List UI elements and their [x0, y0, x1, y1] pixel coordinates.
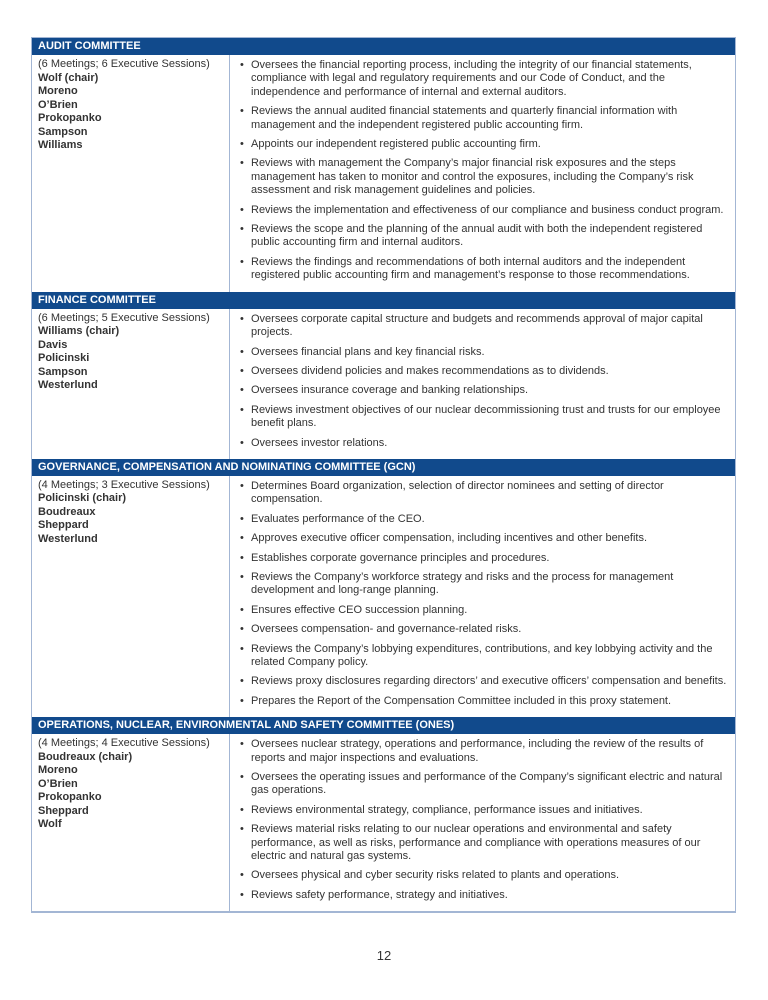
member-name: Sheppard [38, 804, 89, 817]
duty-item: • Oversees compensation- and governance-related risks. [238, 623, 729, 636]
duty-item: • Evaluates performance of the CEO. [238, 513, 729, 526]
duty-item: • Oversees the operating issues and performance of the Company’s significant electric and natural gas operations. [238, 771, 729, 798]
member-name: Wolf (chair) [38, 71, 99, 84]
section-gcn-committee [32, 459, 735, 717]
duty-item: • Oversees corporate capital structure and budgets and recommends approval of major capital projects. [238, 313, 729, 340]
member-name: Moreno [38, 764, 78, 777]
duty-item: • Oversees investor relations. [238, 437, 729, 450]
member-name: Williams (chair) [38, 325, 120, 338]
member-name: Prokopanko [38, 112, 102, 124]
duty-item: • Reviews the scope and the planning of the annual audit with both the independent registered public accounting firm and internal auditors. [238, 223, 729, 250]
audit-meetings-info: (6 Meetings; 6 Executive Sessions) [38, 58, 210, 70]
gcn-duty-list [238, 480, 729, 708]
gcn-committee-body [32, 476, 735, 717]
ones-duty-list [238, 738, 729, 902]
duty-item: • Reviews with management the Company’s major financial risk exposures and the steps management has taken to monitor and control the exposures, including the Company’s risk assessment and risk management guidelines and policies. [238, 157, 729, 197]
member-name: Westerlund [38, 532, 98, 545]
gcn-members-cell [32, 476, 230, 717]
ones-duties-cell [230, 734, 735, 911]
duty-item: • Reviews environmental strategy, compliance, performance issues and initiatives. [238, 804, 729, 817]
member-name: Prokopanko [38, 791, 102, 804]
finance-committee-header: FINANCE COMMITTEE [32, 292, 735, 309]
member-name: O’Brien [38, 98, 78, 111]
member-name: Sheppard [38, 519, 89, 532]
audit-members-cell [32, 55, 230, 292]
duty-item: • Ensures effective CEO succession planning. [238, 604, 729, 617]
duty-item: • Appoints our independent registered public accounting firm. [238, 138, 729, 151]
member-name: Boudreaux (chair) [38, 750, 133, 763]
duty-item: • Reviews investment objectives of our nuclear decommissioning trust and trusts for our employee benefit plans. [238, 404, 729, 431]
member-name: Moreno [38, 85, 78, 97]
duty-item: • Reviews material risks relating to our nuclear operations and environmental and safety performance, as well as risks, performance and compliance with operations measures of our electric and natural gas systems. [238, 823, 729, 863]
member-name: Policinski (chair) [38, 492, 127, 505]
ones-committee-body [32, 734, 735, 911]
duty-item: • Approves executive officer compensation, including incentives and other benefits. [238, 532, 729, 545]
audit-member-list [38, 72, 223, 153]
duty-item: • Reviews the implementation and effectiveness of our compliance and business conduct program. [238, 204, 729, 217]
duty-item: • Establishes corporate governance principles and procedures. [238, 552, 729, 565]
member-name: Westerlund [38, 379, 98, 392]
member-name: Policinski [38, 352, 90, 365]
duty-item: • Oversees nuclear strategy, operations and performance, including the review of the results of reports and major inspections and evaluations. [238, 738, 729, 765]
member-name: Wolf [38, 818, 62, 831]
member-name: Boudreaux [38, 505, 96, 518]
audit-duty-list [238, 59, 729, 283]
duty-item: • Reviews safety performance, strategy and initiatives. [238, 889, 729, 902]
duty-item: • Reviews the findings and recommendations of both internal auditors and the independent registered public accounting firm and management’s response to those recommendations. [238, 256, 729, 283]
duty-item: • Oversees financial plans and key financial risks. [238, 346, 729, 359]
duty-item: • Reviews the Company’s lobbying expenditures, contributions, and key lobbying activity and the related Company policy. [238, 643, 729, 670]
gcn-committee-header: GOVERNANCE, COMPENSATION AND NOMINATING COMMITTEE (GCN) [32, 459, 735, 476]
duty-item: • Oversees physical and cyber security risks related to plants and operations. [238, 869, 729, 882]
section-ones-committee [32, 717, 735, 911]
committee-table [31, 37, 736, 913]
audit-duties-cell [230, 55, 735, 292]
duty-item: • Oversees the financial reporting process, including the integrity of our financial statements, compliance with legal and regulatory requirements and our Code of Conduct, and the independence and performance of internal and external auditors. [238, 59, 729, 99]
member-name: Williams [38, 139, 83, 151]
finance-members-cell [32, 309, 230, 459]
ones-committee-header: OPERATIONS, NUCLEAR, ENVIRONMENTAL AND SAFETY COMMITTEE (ONES) [32, 717, 735, 734]
section-audit-committee [32, 38, 735, 292]
ones-members-cell [32, 734, 230, 911]
duty-item: • Oversees insurance coverage and banking relationships. [238, 384, 729, 397]
finance-duty-list [238, 313, 729, 450]
finance-meetings-info: (6 Meetings; 5 Executive Sessions) [38, 311, 210, 324]
gcn-meetings-info: (4 Meetings; 3 Executive Sessions) [38, 478, 210, 491]
gcn-duties-cell [230, 476, 735, 717]
audit-committee-header: AUDIT COMMITTEE [32, 38, 735, 55]
duty-item: • Reviews the Company’s workforce strategy and risks and the process for management development and long-range planning. [238, 571, 729, 598]
duty-item: • Determines Board organization, selection of director nominees and setting of director compensation. [238, 480, 729, 507]
member-name: O’Brien [38, 777, 78, 790]
ones-meetings-info: (4 Meetings; 4 Executive Sessions) [38, 737, 210, 750]
finance-duties-cell [230, 309, 735, 459]
section-finance-committee [32, 292, 735, 459]
member-name: Sampson [38, 365, 88, 378]
page-number: 12 [376, 948, 392, 963]
duty-item: • Reviews the annual audited financial statements and quarterly financial information with management and the independent registered public accounting firm. [238, 105, 729, 132]
duty-item: • Reviews proxy disclosures regarding directors’ and executive officers’ compensation and benefits. [238, 675, 729, 688]
duty-item: • Prepares the Report of the Compensation Committee included in this proxy statement. [238, 695, 729, 708]
audit-committee-body [32, 55, 735, 292]
finance-member-list [38, 325, 223, 393]
finance-committee-body [32, 309, 735, 459]
duty-item: • Oversees dividend policies and makes recommendations as to dividends. [238, 365, 729, 378]
gcn-member-list [38, 492, 223, 546]
ones-member-list [38, 751, 223, 832]
member-name: Davis [38, 338, 68, 351]
member-name: Sampson [38, 125, 88, 138]
